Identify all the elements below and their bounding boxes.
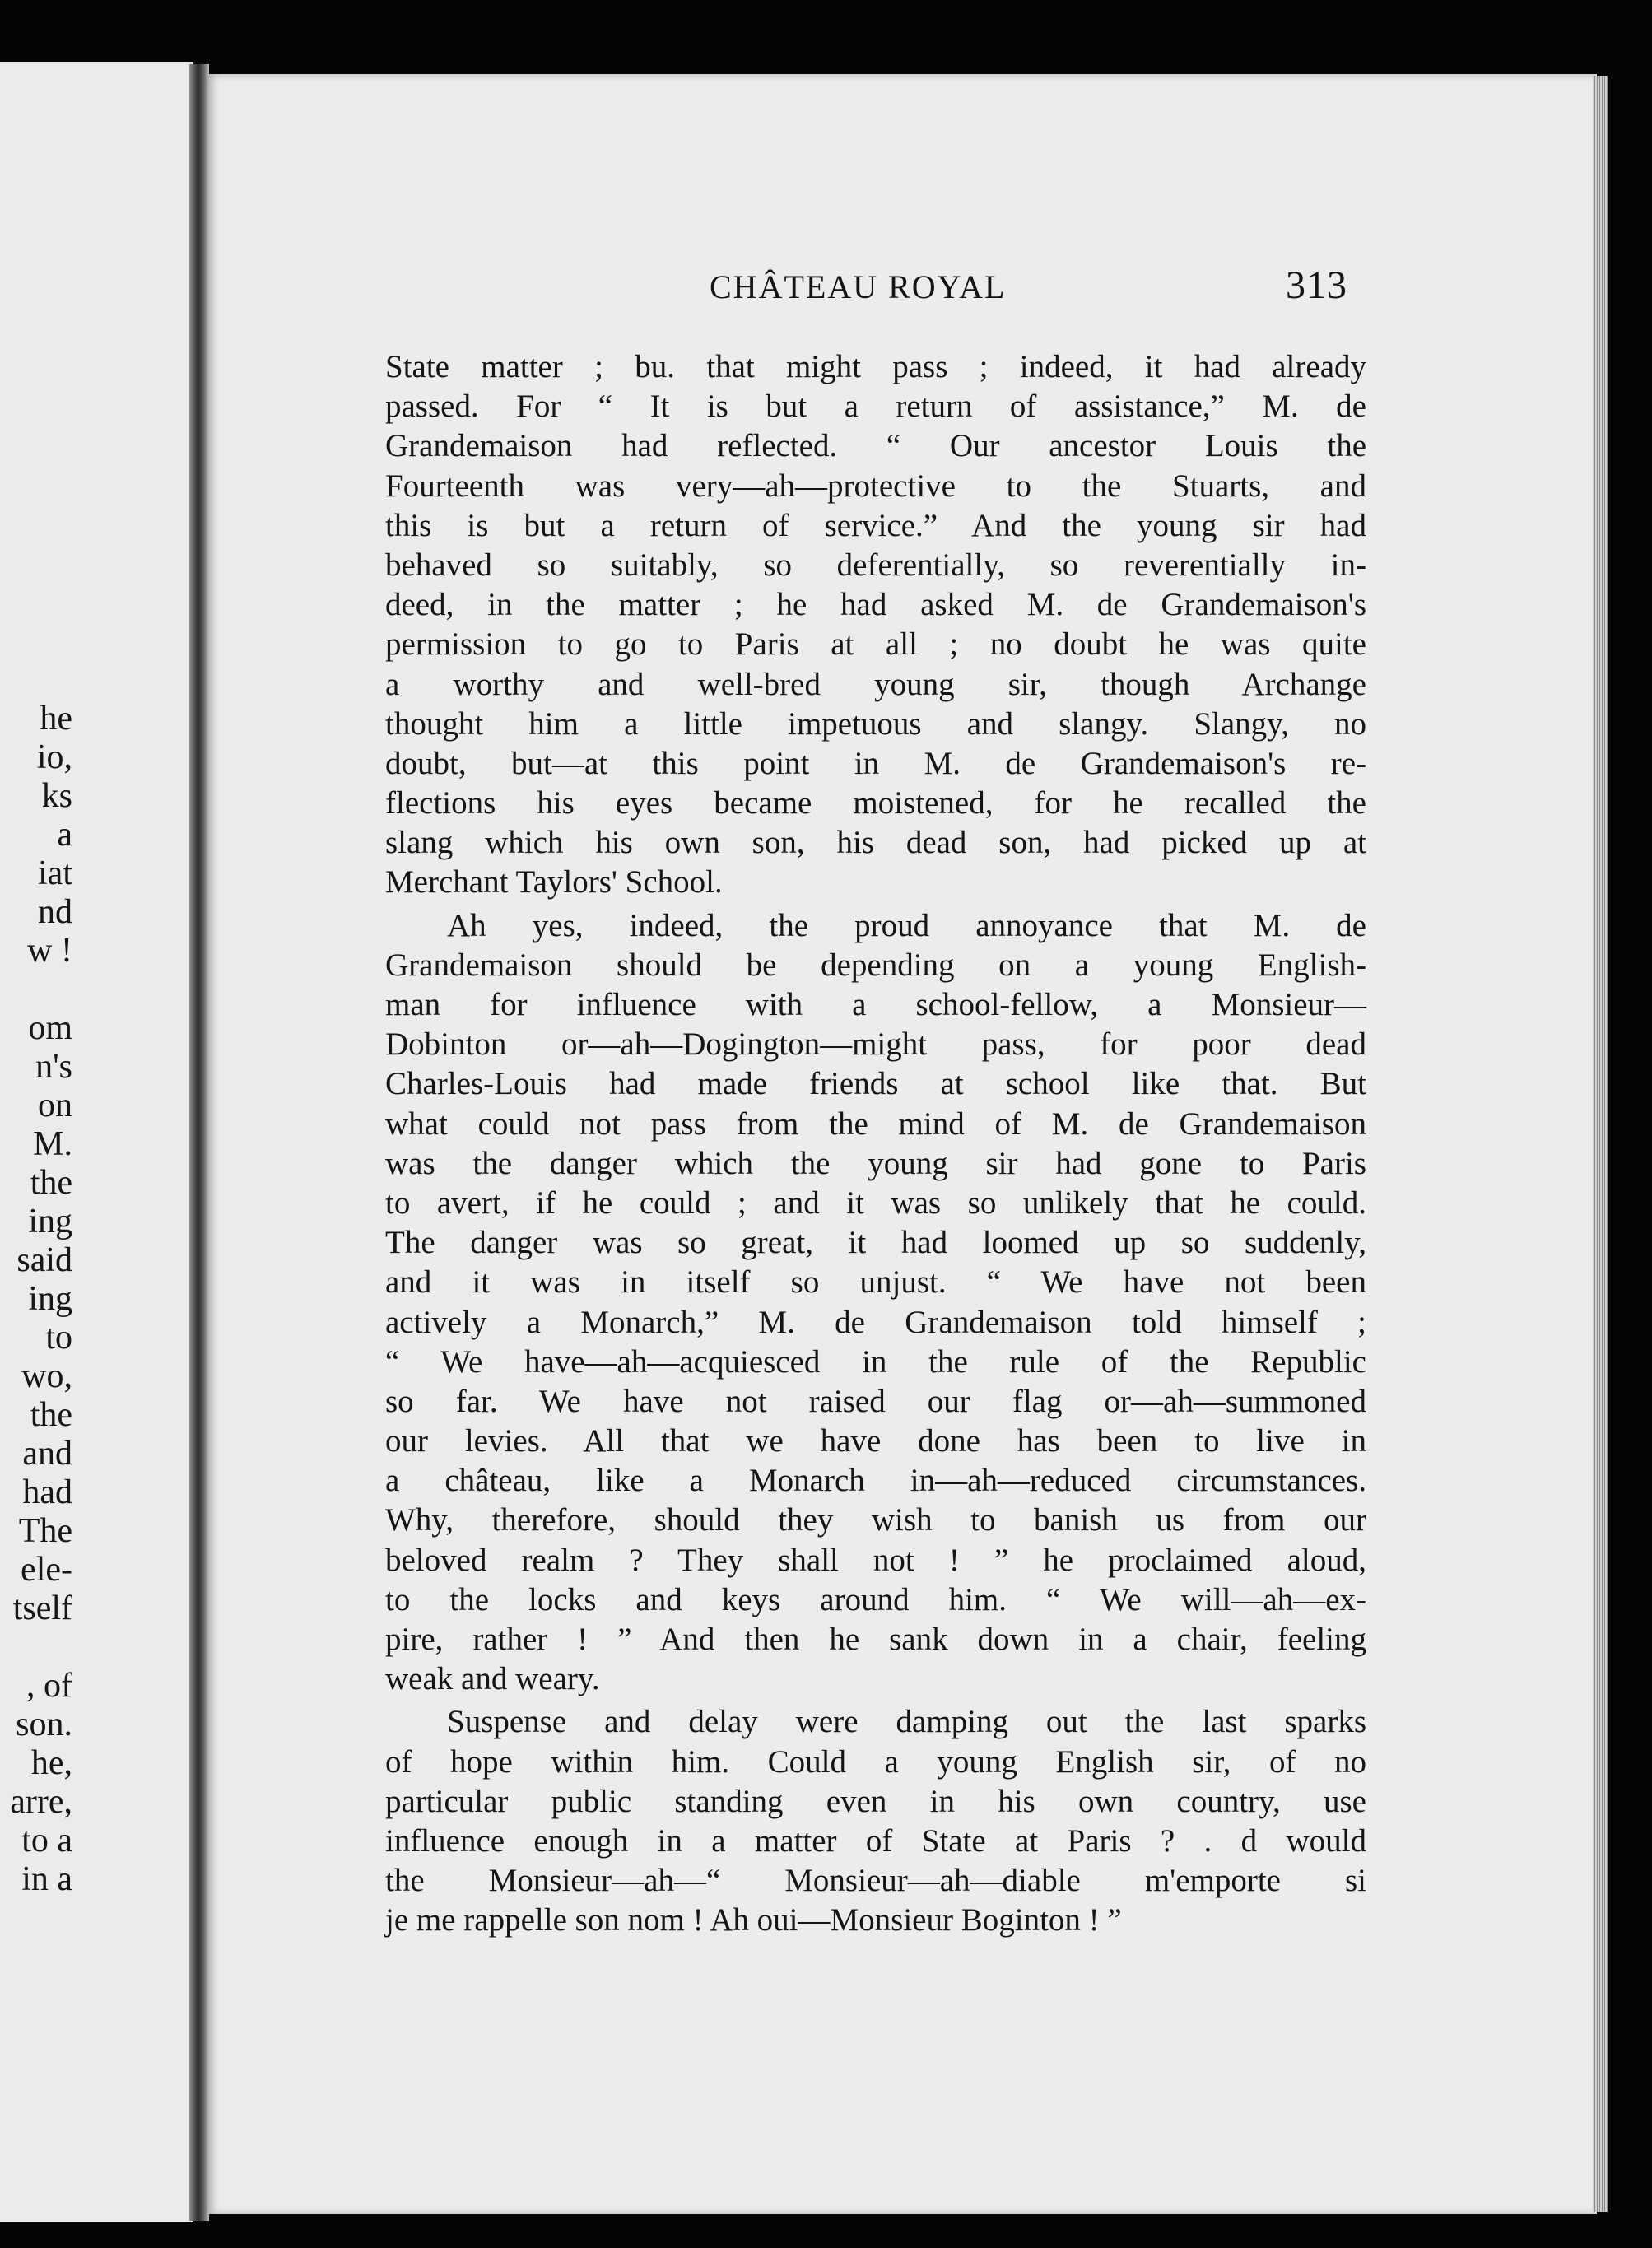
facing-page-line: he — [40, 700, 72, 738]
text-line: behaved so suitably, so deferentially, so reverentially in- — [385, 547, 1366, 583]
facing-page-line: had — [22, 1473, 72, 1511]
paragraph — [385, 1702, 1366, 1940]
text-line: deed, in the matter ; he had asked M. de Grandemaison's — [385, 587, 1366, 623]
facing-page-line: the — [30, 1164, 72, 1202]
facing-page-line: ing — [28, 1280, 72, 1318]
text-line: Ah yes, indeed, the proud annoyance that M. de — [447, 907, 1366, 943]
page-body-text — [385, 347, 1366, 1941]
book-gutter — [189, 64, 209, 2221]
facing-page-line: w ! — [27, 932, 72, 970]
paragraph — [385, 906, 1366, 1700]
facing-page-line: on — [38, 1087, 72, 1124]
facing-page-line: iat — [38, 854, 72, 892]
facing-page-line: a — [57, 816, 72, 854]
facing-page-line: arre, — [10, 1783, 72, 1821]
facing-page-line — [0, 1628, 72, 1667]
text-line: State matter ; bu. that might pass ; indeed, it had already — [385, 349, 1366, 384]
facing-page-line: ks — [41, 777, 72, 815]
facing-page-line: io, — [36, 738, 72, 776]
text-line: to avert, if he could ; and it was so unlikely that he could. — [385, 1185, 1366, 1221]
text-line: and it was in itself so unjust. “ We have not been — [385, 1264, 1366, 1301]
facing-page-line: nd — [38, 893, 72, 931]
text-line: actively a Monarch,” M. de Grandemaison told himself ; — [385, 1304, 1366, 1340]
text-line: Merchant Taylors' School. — [385, 864, 723, 901]
page-number: 313 — [1286, 263, 1347, 307]
text-line: particular public standing even in his own country, use — [385, 1783, 1366, 1819]
text-line: a worthy and well-bred young sir, though Archange — [385, 666, 1366, 702]
text-line: The danger was so great, it had loomed up so suddenly, — [385, 1225, 1366, 1261]
text-line: the Monsieur—ah—“ Monsieur—ah—diable m'emporte si — [385, 1863, 1366, 1899]
text-line: was the danger which the young sir had gone to Paris — [385, 1145, 1366, 1181]
facing-page-line: said — [16, 1241, 72, 1279]
facing-page-line: tself — [12, 1589, 72, 1627]
facing-page-line: the — [30, 1396, 72, 1434]
facing-page-line: wo, — [21, 1357, 72, 1395]
text-line: thought him a little impetuous and slangy. Slangy, no — [385, 705, 1366, 742]
text-line: slang which his own son, his dead son, had picked up at — [385, 825, 1366, 861]
facing-page-line: son. — [16, 1706, 72, 1743]
paragraph — [385, 347, 1366, 903]
facing-page-line: to — [45, 1319, 72, 1357]
text-line: Grandemaison should be depending on a young English- — [385, 947, 1366, 983]
facing-page-line: in a — [21, 1860, 72, 1898]
facing-page-line: and — [22, 1435, 72, 1473]
text-line: doubt, but—at this point in M. de Grandemaison's re- — [385, 745, 1366, 781]
facing-page-line: n's — [35, 1048, 72, 1086]
text-line: Dobinton or—ah—Dogington—might pass, for poor dead — [385, 1026, 1366, 1063]
text-line: Fourteenth was very—ah—protective to the Stuarts, and — [385, 468, 1366, 504]
text-line: a château, like a Monarch in—ah—reduced circumstances. — [385, 1463, 1366, 1499]
text-line: influence enough in a matter of State at Paris ? . d would — [385, 1822, 1366, 1859]
text-line: so far. We have not raised our flag or—ah—summoned — [385, 1383, 1366, 1419]
text-line: Charles-Louis had made friends at school like that. But — [385, 1066, 1366, 1102]
facing-page-line: , of — [26, 1667, 72, 1705]
text-line: Grandemaison had reflected. “ Our ancestor Louis the — [385, 428, 1366, 464]
facing-page-line — [0, 970, 72, 1009]
text-line: Why, therefore, should they wish to banish us from our — [385, 1502, 1366, 1538]
text-line: passed. For “ It is but a return of assistance,” M. de — [385, 389, 1366, 425]
text-line: of hope within him. Could a young English sir, of no — [385, 1743, 1366, 1780]
page-edge — [1593, 76, 1608, 2212]
text-line: man for influence with a school-fellow, a Monsieur— — [385, 987, 1366, 1022]
facing-page-line: The — [18, 1512, 72, 1550]
facing-page-line: to a — [21, 1822, 72, 1859]
text-line: what could not pass from the mind of M. de Grandemaison — [385, 1105, 1366, 1142]
text-line: flections his eyes became moistened, for he recalled the — [385, 785, 1366, 821]
text-line: pire, rather ! ” And then he sank down in a chair, feeling — [385, 1622, 1366, 1657]
running-title: CHÂTEAU ROYAL — [710, 268, 1007, 305]
text-line: je me rappelle son nom ! Ah oui—Monsieur Boginton ! ” — [385, 1902, 1122, 1938]
facing-page-line: om — [28, 1009, 72, 1047]
text-line: permission to go to Paris at all ; no doubt he was quite — [385, 626, 1366, 663]
facing-page-line: ele- — [21, 1551, 72, 1589]
facing-page-line: M. — [33, 1125, 72, 1163]
text-line: beloved realm ? They shall not ! ” he proclaimed aloud, — [385, 1542, 1366, 1578]
running-head — [207, 263, 1597, 317]
text-line: our levies. All that we have done has been to live in — [385, 1423, 1366, 1459]
text-line: “ We have—ah—acquiesced in the rule of the Republic — [385, 1343, 1366, 1380]
text-line: to the locks and keys around him. “ We will—ah—ex- — [385, 1581, 1366, 1617]
facing-page-line: he, — [30, 1744, 72, 1782]
facing-page-line: ing — [28, 1203, 72, 1240]
text-line: Suspense and delay were damping out the last sparks — [447, 1704, 1366, 1740]
facing-page-text — [0, 700, 72, 1899]
text-line: this is but a return of service.” And the young sir had — [385, 507, 1366, 543]
text-line: weak and weary. — [385, 1661, 600, 1697]
